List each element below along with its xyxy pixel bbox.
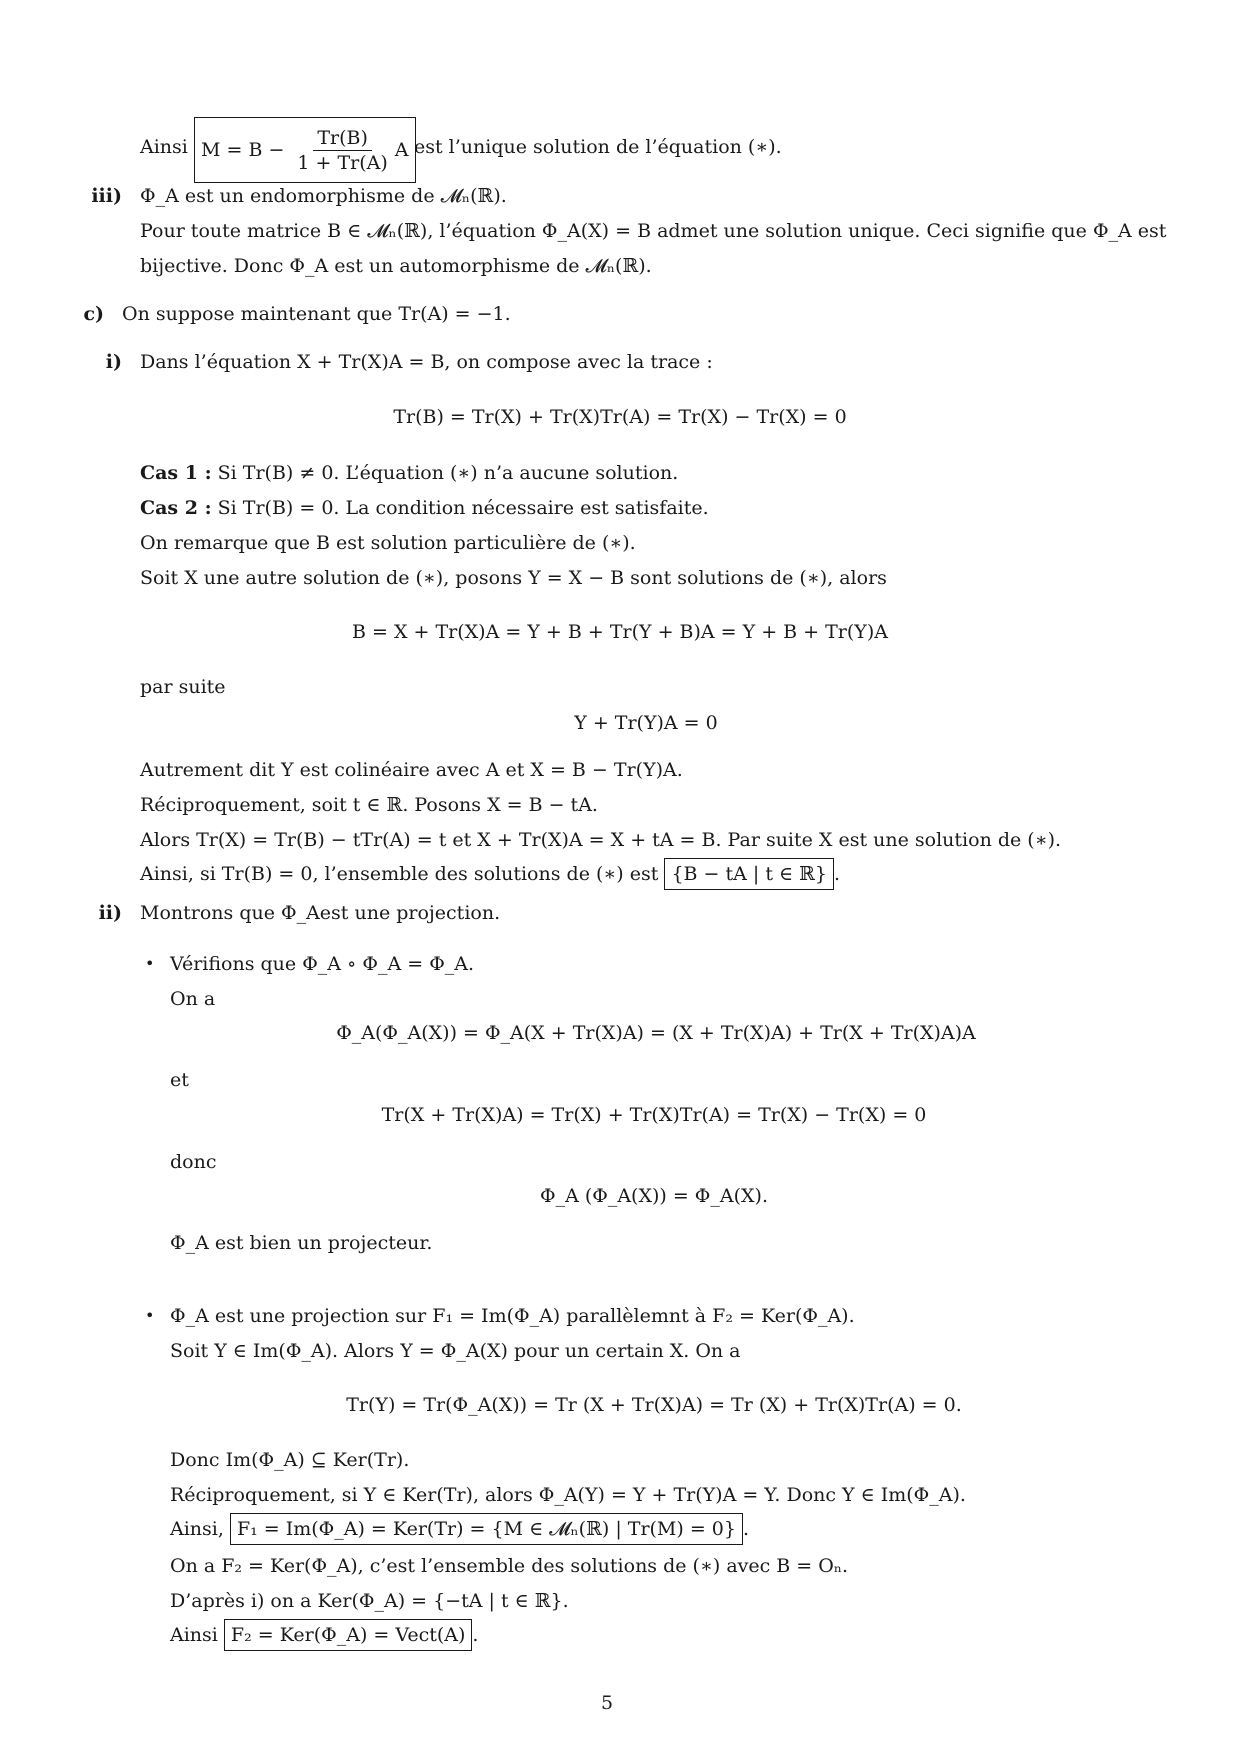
b2-ainsi2-lead: Ainsi xyxy=(170,1624,218,1646)
b2-eq: Tr(Y) = Tr(Φ_A(X)) = Tr (X + Tr(X)A) = Tr (X) + Tr(X)Tr(A) = 0. xyxy=(346,1394,962,1416)
bullet-icon: • xyxy=(145,1306,155,1325)
b2-dapres: D’après i) on a Ker(Φ_A) = {−tA | t ∈ ℝ}. xyxy=(170,1590,569,1612)
b1-et: et xyxy=(170,1069,189,1091)
b2-ainsi1-lead: Ainsi, xyxy=(170,1518,224,1540)
ci-ainsi-lead: Ainsi, si Tr(B) = 0, l’ensemble des solutions de (∗) est xyxy=(140,863,659,885)
iii-line1: Φ_A est un endomorphisme de 𝓜ₙ(ℝ). xyxy=(140,185,507,207)
bullet-icon: • xyxy=(145,954,155,973)
ci-autrement: Autrement dit Y est colinéaire avec A et X = B − Tr(Y)A. xyxy=(140,759,683,781)
cas2-text: Si Tr(B) = 0. La condition nécessaire est satisfaite. xyxy=(217,497,709,519)
ci-alors: Alors Tr(X) = Tr(B) − tTr(A) = t et X + Tr(X)A = X + tA = B. Par suite X est une solution de (∗). xyxy=(140,829,1062,851)
label-cii: ii) xyxy=(98,902,122,924)
ci-ainsi xyxy=(140,858,840,890)
iii-line3: bijective. Donc Φ_A est un automorphisme de 𝓜ₙ(ℝ). xyxy=(140,255,652,277)
ci-soit: Soit X une autre solution de (∗), posons Y = X − B sont solutions de (∗), alors xyxy=(140,567,887,589)
formula-left: M = B − xyxy=(201,139,285,161)
ci-eq-trace: Tr(B) = Tr(X) + Tr(X)Tr(A) = Tr(X) − Tr(X) = 0 xyxy=(393,406,847,428)
b2-soit: Soit Y ∈ Im(Φ_A). Alors Y = Φ_A(X) pour un certain X. On a xyxy=(170,1340,741,1362)
f1-result-box: F₁ = Im(Φ_A) = Ker(Tr) = {M ∈ 𝓜ₙ(ℝ) | Tr(M) = 0} xyxy=(230,1513,743,1545)
fraction-numerator: Tr(B) xyxy=(313,126,372,151)
b1-ona: On a xyxy=(170,988,216,1010)
cas1-label: Cas 1 : xyxy=(140,462,212,484)
b1-concl: Φ_A est bien un projecteur. xyxy=(170,1232,433,1254)
ci-line1: Dans l’équation X + Tr(X)A = B, on compose avec la trace : xyxy=(140,351,713,373)
page-number: 5 xyxy=(600,1692,614,1714)
b1-eq2: Tr(X + Tr(X)A) = Tr(X) + Tr(X)Tr(A) = Tr(X) − Tr(X) = 0 xyxy=(381,1104,927,1126)
f2-result-box: F₂ = Ker(Φ_A) = Vect(A) xyxy=(224,1619,472,1651)
b1-eq3: Φ_A (Φ_A(X)) = Φ_A(X). xyxy=(540,1185,768,1207)
b2-title: Φ_A est une projection sur F₁ = Im(Φ_A) parallèlemnt à F₂ = Ker(Φ_A). xyxy=(170,1305,855,1327)
label-c: c) xyxy=(83,303,104,325)
ci-ainsi-tail: . xyxy=(833,863,841,885)
iii-line2: Pour toute matrice B ∈ 𝓜ₙ(ℝ), l’équation Φ_A(X) = B admet une solution unique. Ceci signifie que Φ_A est xyxy=(140,220,1167,242)
ci-eq-b: B = X + Tr(X)A = Y + B + Tr(Y + B)A = Y + B + Tr(Y)A xyxy=(352,621,888,643)
intro-tail: est l’unique solution de l’équation (∗). xyxy=(414,136,782,158)
ci-solution-set-box: {B − tA | t ∈ ℝ} xyxy=(664,858,834,890)
ci-eq-y: Y + Tr(Y)A = 0 xyxy=(574,712,718,734)
b1-donc: donc xyxy=(170,1151,217,1173)
c-line: On suppose maintenant que Tr(A) = −1. xyxy=(122,303,511,325)
b2-ainsi2-tail: . xyxy=(472,1624,479,1646)
boxed-formula-m xyxy=(194,117,416,183)
b1-eq1: Φ_A(Φ_A(X)) = Φ_A(X + Tr(X)A) = (X + Tr(X)A) + Tr(X + Tr(X)A)A xyxy=(336,1022,976,1044)
ci-recip: Réciproquement, soit t ∈ ℝ. Posons X = B − tA. xyxy=(140,794,598,816)
b1-title: Vérifions que Φ_A ∘ Φ_A = Φ_A. xyxy=(170,953,475,975)
ci-remark: On remarque que B est solution particulière de (∗). xyxy=(140,532,636,554)
b2-ainsi1-tail: . xyxy=(742,1518,750,1540)
cas2-label: Cas 2 : xyxy=(140,497,212,519)
intro-lead: Ainsi xyxy=(140,136,188,158)
b2-ona: On a F₂ = Ker(Φ_A), c’est l’ensemble des solutions de (∗) avec B = Oₙ. xyxy=(170,1555,849,1577)
fraction xyxy=(293,126,391,175)
fraction-denominator: 1 + Tr(A) xyxy=(297,151,388,174)
b2-ainsi1 xyxy=(170,1513,749,1545)
cii-line1: Montrons que Φ_Aest une projection. xyxy=(140,902,501,924)
cas1-text: Si Tr(B) ≠ 0. L’équation (∗) n’a aucune solution. xyxy=(217,462,679,484)
b2-ainsi2 xyxy=(170,1619,478,1651)
b2-recip: Réciproquement, si Y ∈ Ker(Tr), alors Φ_A(Y) = Y + Tr(Y)A = Y. Donc Y ∈ Im(Φ_A). xyxy=(170,1484,966,1506)
ci-parsuite: par suite xyxy=(140,676,226,698)
label-iii: iii) xyxy=(91,185,122,207)
cas1 xyxy=(140,460,678,486)
label-ci: i) xyxy=(105,351,122,373)
b2-donc: Donc Im(Φ_A) ⊆ Ker(Tr). xyxy=(170,1449,410,1471)
formula-right: A xyxy=(394,139,409,161)
cas2 xyxy=(140,495,709,521)
